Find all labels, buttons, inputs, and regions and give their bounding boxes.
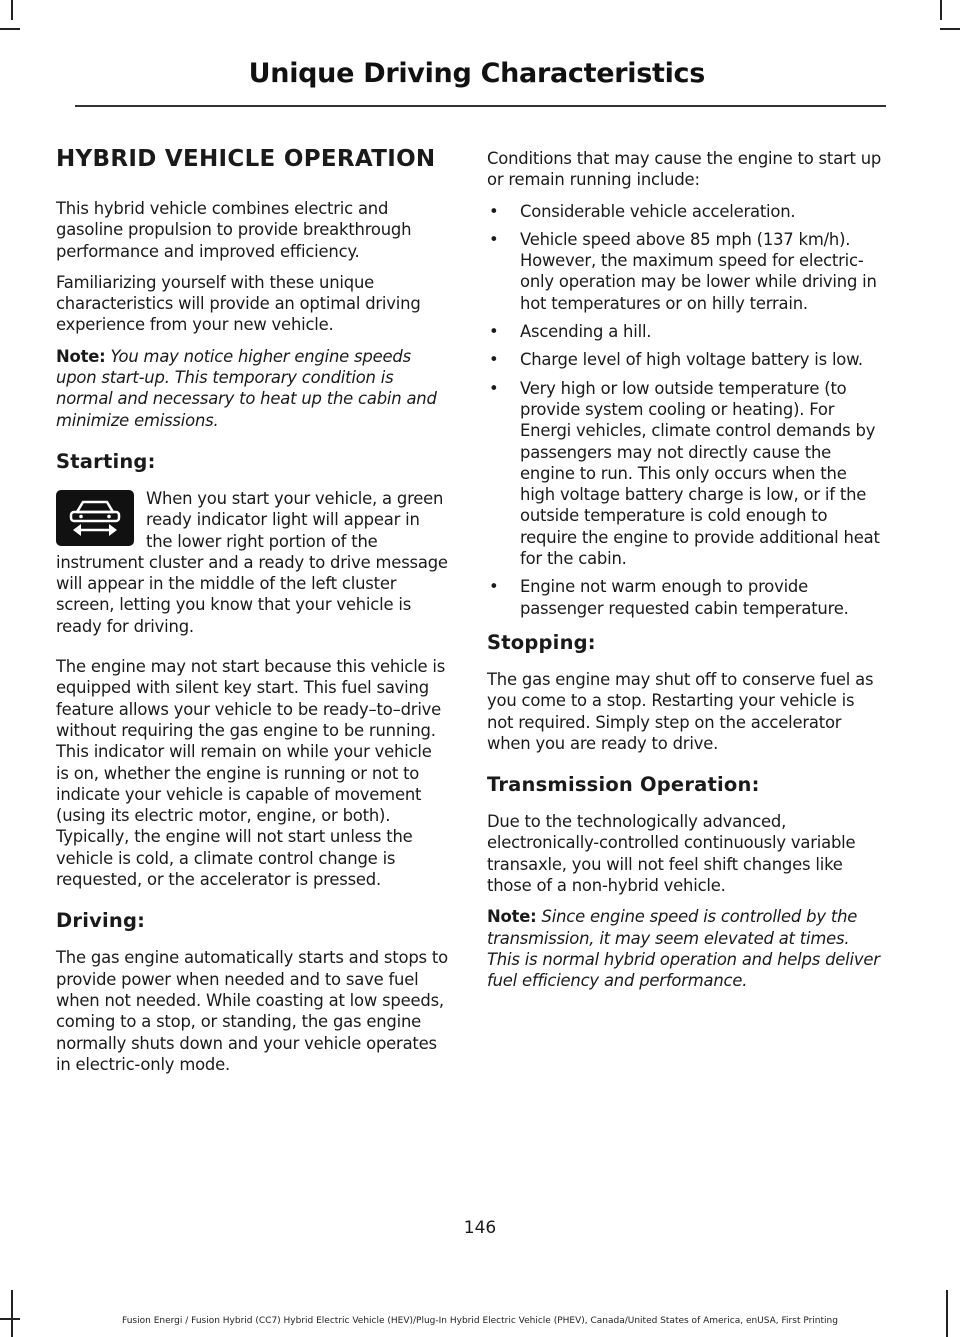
header-divider (75, 105, 886, 107)
ready-to-drive-car-icon (56, 490, 134, 546)
crop-mark (946, 1290, 948, 1337)
note-paragraph (56, 346, 448, 431)
intro-paragraph: Familiarizing yourself with these unique characteristics will provide an optimal driving experience from your new vehicle. (56, 272, 421, 335)
note-text: You may notice higher engine speeds upon start-up. This temporary condition is normal and necessary to heat up the cabin and minimize emissions. (56, 346, 437, 430)
intro-paragraph: This hybrid vehicle combines electric and gasoline propulsion to provide breakthrough performance and improved efficiency. (56, 199, 412, 261)
left-column (56, 143, 448, 1085)
page-number: 146 (463, 1218, 497, 1238)
crop-mark (940, 0, 942, 20)
crop-mark (940, 28, 960, 30)
driving-paragraph: The gas engine automatically starts and stops to provide power when needed and to save fuel when not needed. While coasting at low speeds, coming to a stop, or standing, the gas engine normally shuts down and your vehicle operates in electric-only mode. (56, 948, 448, 1074)
list-item: • Engine not warm enough to provide passenger requested cabin temperature. (489, 577, 849, 618)
transmission-paragraph: Due to the technologically advanced, electronically-controlled continuously variable transaxle, you will not feel shift changes like those of a non-hybrid vehicle. (487, 812, 856, 896)
starting-block (56, 488, 448, 637)
note-label: Note: (56, 346, 106, 366)
note-text: Since engine speed is controlled by the transmission, it may seem elevated at times. This is normal hybrid operation and helps deliver fuel efficiency and performance. (487, 907, 880, 991)
engine-paragraph: The engine may not start because this vehicle is equipped with silent key start. This fuel saving feature allows your vehicle to be ready–to–drive without requiring the gas engine to be running. This indicator will remain on while your vehicle is on, whether the engine is running or not to indicate your vehicle is capable of movement (using its electric motor, engine, or both). Typically, the engine will not start unless the vehicle is cold, a climate control change is requested, or the accelerator is pressed. (56, 657, 446, 890)
starting-heading: Starting: (56, 449, 156, 473)
right-column (487, 148, 883, 1002)
list-item: • Ascending a hill. (489, 322, 652, 342)
bullet: • (489, 378, 499, 398)
starting-paragraph: When you start your vehicle, a green ready indicator light will appear in the lower right portion of the instrument cluster and a ready to drive message will appear in the middle of the left cluster screen, letting you know that your vehicle is ready for driving. (56, 488, 448, 636)
bullet: • (489, 322, 499, 342)
bullet: • (489, 201, 499, 221)
page-header-title: Unique Driving Characteristics (248, 58, 705, 89)
bullet: • (489, 229, 499, 249)
transmission-heading: Transmission Operation: (487, 773, 760, 797)
conditions-intro: Conditions that may cause the engine to start up or remain running include: (487, 149, 882, 190)
stopping-heading: Stopping: (487, 630, 596, 654)
bullet: • (489, 577, 499, 597)
note-label: Note: (487, 907, 537, 927)
crop-mark (11, 0, 13, 20)
list-item: • Considerable vehicle acceleration. (489, 201, 796, 221)
section-heading: HYBRID VEHICLE OPERATION (56, 146, 436, 172)
crop-mark (0, 28, 20, 30)
bullet: • (489, 350, 499, 370)
conditions-list (487, 201, 883, 619)
note-paragraph (487, 906, 883, 991)
crop-mark (11, 1290, 13, 1337)
list-item: • Very high or low outside temperature (to provide system cooling or heating). For Energi vehicles, climate control demands by passengers may not directly cause the engine to run. This only occurs when the high voltage battery charge is low, or if the outside temperature is cold enough to require the engine to provide additional heat for the cabin. (489, 378, 880, 569)
footer-text: Fusion Energi / Fusion Hybrid (CC7) Hybrid Electric Vehicle (HEV)/Plug-In Hybrid Electric Vehicle (PHEV), Canada/United States of America, enUSA, First Printing (122, 1316, 838, 1326)
driving-heading: Driving: (56, 909, 146, 933)
list-item: • Vehicle speed above 85 mph (137 km/h). However, the maximum speed for electric-only operation may be lower while driving in hot temperatures or on hilly terrain. (489, 229, 877, 313)
stopping-paragraph: The gas engine may shut off to conserve fuel as you come to a stop. Restarting your vehicle is not required. Simply step on the accelerator when you are ready to drive. (487, 669, 874, 753)
list-item: • Charge level of high voltage battery is low. (489, 350, 863, 370)
